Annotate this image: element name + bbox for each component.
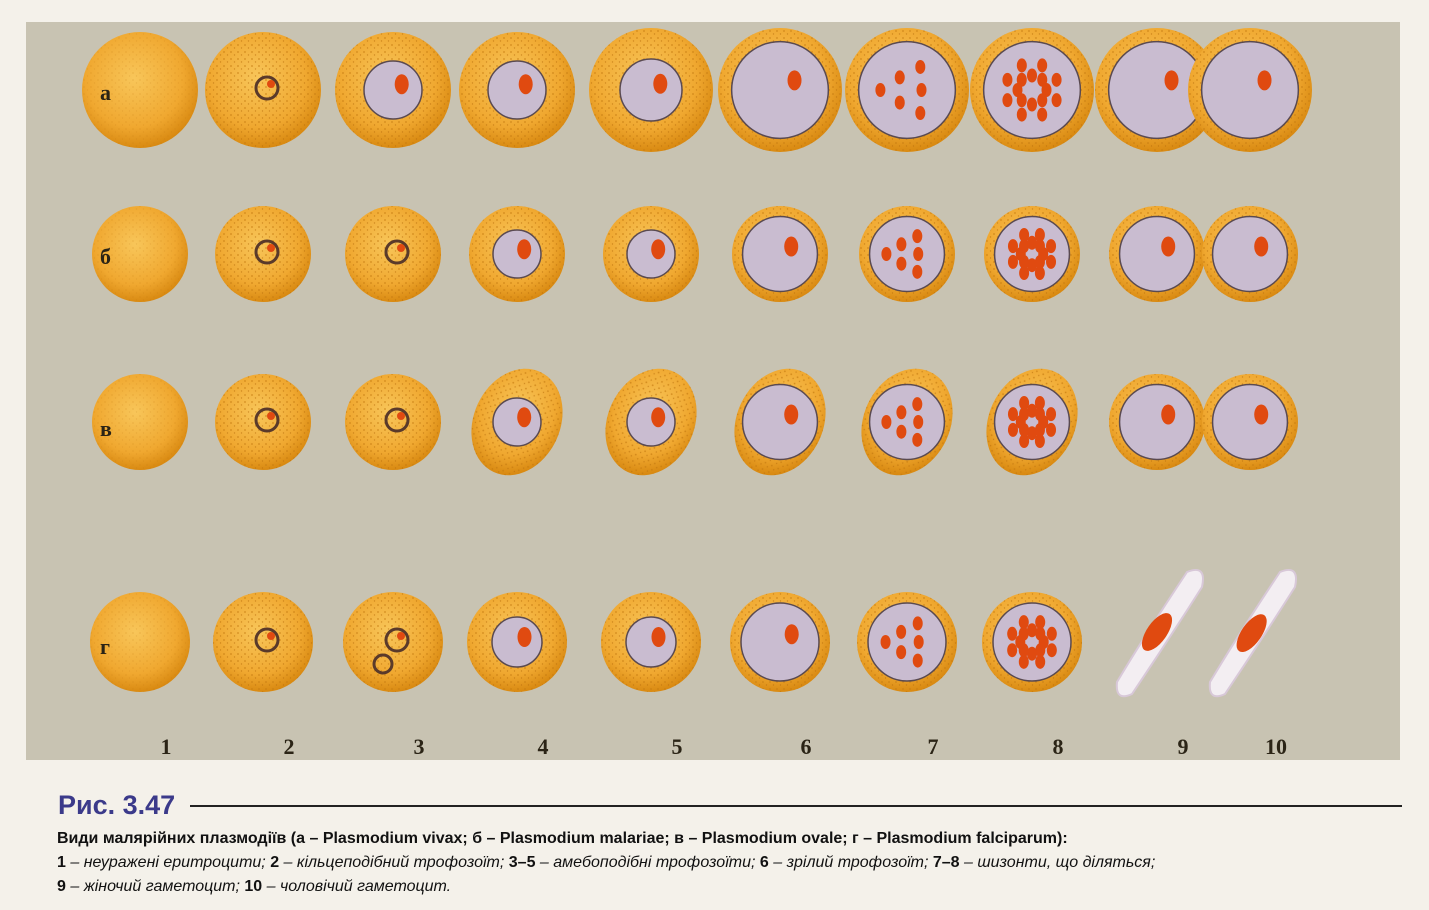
merozoite <box>912 397 922 411</box>
merozoite <box>896 625 906 639</box>
cell-b-9 <box>1109 206 1205 302</box>
nucleus <box>1258 70 1272 90</box>
merozoite <box>912 229 922 243</box>
row-label-a: а <box>100 80 111 105</box>
parasite <box>493 230 541 278</box>
merozoite <box>1046 239 1056 253</box>
cell-v-3 <box>345 374 441 470</box>
parasite <box>1213 217 1288 292</box>
cell-b-8 <box>984 206 1080 302</box>
merozoite <box>1002 73 1012 87</box>
cell-g-7 <box>857 592 957 692</box>
cell-g-8 <box>982 592 1082 692</box>
merozoite <box>881 635 891 649</box>
merozoite <box>881 415 891 429</box>
cell-a-3 <box>335 32 451 148</box>
cell-v-4 <box>455 354 580 491</box>
parasite <box>995 385 1070 460</box>
parasite <box>493 398 541 446</box>
nucleus <box>785 624 799 644</box>
row-label-g: г <box>100 634 110 659</box>
merozoite <box>1046 407 1056 421</box>
merozoite <box>1019 615 1029 629</box>
parasite <box>743 217 818 292</box>
parasite <box>995 217 1070 292</box>
parasite <box>993 603 1071 681</box>
legend-text-5: – шизонти, що діляться; <box>959 854 1156 871</box>
merozoite <box>1017 58 1027 72</box>
figure-plate <box>26 22 1400 760</box>
legend-text-6: – жіночий гаметоцит; <box>65 878 245 895</box>
stippling <box>205 32 321 148</box>
parasite <box>743 385 818 460</box>
nucleus <box>1165 70 1179 90</box>
caption-title: Види малярійних плазмодіїв (а – Plasmodium vivax; б – Plasmodium malariae; в – Plasmodium ovale; г – Plasmodium falciparum): <box>57 830 1068 847</box>
parasite <box>870 217 945 292</box>
nucleus <box>517 239 531 259</box>
column-label-3: 3 <box>413 734 425 759</box>
merozoite <box>1037 73 1047 87</box>
merozoite <box>914 635 924 649</box>
cell-b-3 <box>345 206 441 302</box>
parasite <box>741 603 819 681</box>
merozoite <box>1037 93 1047 107</box>
nucleus <box>653 74 667 94</box>
parasite <box>859 42 956 139</box>
parasite <box>626 617 676 667</box>
merozoite <box>913 415 923 429</box>
cell-a-8 <box>970 28 1094 152</box>
merozoite <box>896 257 906 271</box>
merozoite <box>1046 255 1056 269</box>
merozoite <box>913 247 923 261</box>
nucleus <box>1254 405 1268 425</box>
nucleus <box>267 412 275 420</box>
merozoite <box>1008 239 1018 253</box>
parasite <box>870 385 945 460</box>
merozoite <box>895 96 905 110</box>
stippling <box>213 592 313 692</box>
cell-v-2 <box>215 374 311 470</box>
merozoite <box>913 616 923 630</box>
nucleus <box>1161 405 1175 425</box>
illustration-canvas <box>26 22 1400 760</box>
merozoite <box>913 654 923 668</box>
nucleus <box>788 70 802 90</box>
cell-b-5 <box>603 206 699 302</box>
nucleus <box>267 632 275 640</box>
nucleus <box>519 74 533 94</box>
merozoite <box>1027 68 1037 82</box>
merozoite <box>912 265 922 279</box>
row-label-v: в <box>100 416 112 441</box>
parasite <box>1120 217 1195 292</box>
cell-g-9 <box>1117 570 1203 696</box>
nucleus <box>1161 237 1175 257</box>
nucleus <box>784 405 798 425</box>
cell-a-2 <box>205 32 321 148</box>
legend-num-7: 10 <box>244 878 263 895</box>
parasite <box>1120 385 1195 460</box>
merozoite <box>1046 423 1056 437</box>
column-label-9: 9 <box>1177 734 1189 759</box>
merozoite <box>1007 627 1017 641</box>
merozoite <box>1047 643 1057 657</box>
merozoite <box>1052 93 1062 107</box>
cell-g-3 <box>343 592 443 692</box>
parasite <box>868 603 946 681</box>
stippling <box>215 206 311 302</box>
nucleus <box>395 74 409 94</box>
row-label-b: б <box>100 244 111 269</box>
legend-text-4: – зрілий трофозоїт; <box>768 854 933 871</box>
cell-g-4 <box>467 592 567 692</box>
column-label-7: 7 <box>927 734 939 759</box>
merozoite <box>912 433 922 447</box>
legend-num-1: 1 <box>57 854 66 871</box>
stippling <box>345 206 441 302</box>
column-label-1: 1 <box>160 734 172 759</box>
merozoite <box>1035 655 1045 669</box>
merozoite <box>915 106 925 120</box>
parasite <box>364 61 422 119</box>
cell-a-10 <box>1188 28 1312 152</box>
nucleus <box>652 627 666 647</box>
merozoite <box>1017 108 1027 122</box>
merozoite <box>1047 627 1057 641</box>
column-label-5: 5 <box>671 734 683 759</box>
nucleus <box>651 239 665 259</box>
parasite <box>732 42 829 139</box>
cell-g-6 <box>730 592 830 692</box>
cell-g-10 <box>1210 570 1296 696</box>
nucleus <box>784 237 798 257</box>
nucleus <box>397 412 405 420</box>
cell-a-7 <box>845 28 969 152</box>
stippling <box>343 592 443 692</box>
merozoite <box>917 83 927 97</box>
caption-legend-line2 <box>57 875 1417 899</box>
merozoite <box>1037 58 1047 72</box>
nucleus <box>517 407 531 427</box>
merozoite <box>896 425 906 439</box>
legend-num-5: 7–8 <box>932 854 960 871</box>
nucleus <box>397 632 405 640</box>
merozoite <box>1035 239 1045 253</box>
merozoite <box>1037 108 1047 122</box>
merozoite <box>896 645 906 659</box>
nucleus <box>267 80 275 88</box>
cell-v-7 <box>845 354 970 491</box>
parasite <box>620 59 682 121</box>
merozoite <box>1035 627 1045 641</box>
legend-text-1: – неуражені еритроцити; <box>65 854 271 871</box>
merozoite <box>881 247 891 261</box>
cell-a-4 <box>459 32 575 148</box>
column-label-2: 2 <box>283 734 295 759</box>
merozoite <box>895 70 905 84</box>
stippling <box>345 374 441 470</box>
legend-num-6: 9 <box>57 878 66 895</box>
merozoite <box>875 83 885 97</box>
parasite <box>1213 385 1288 460</box>
cell-b-4 <box>469 206 565 302</box>
nucleus <box>518 627 532 647</box>
cell-v-5 <box>589 354 714 491</box>
cell-b-10 <box>1202 206 1298 302</box>
merozoite <box>1008 407 1018 421</box>
legend-num-2: 2 <box>270 854 280 871</box>
cell-g-5 <box>601 592 701 692</box>
cell-b-6 <box>732 206 828 302</box>
nucleus <box>397 244 405 252</box>
column-label-10: 10 <box>1265 734 1287 759</box>
merozoite <box>1017 73 1027 87</box>
figure-rule <box>190 805 1402 807</box>
merozoite <box>896 405 906 419</box>
figure-caption <box>57 827 1417 899</box>
cell-a-6 <box>718 28 842 152</box>
merozoite <box>1052 73 1062 87</box>
cell-v-8 <box>970 354 1095 491</box>
legend-text-7: – чоловічий гаметоцит. <box>262 878 452 895</box>
legend-num-4: 6 <box>759 854 769 871</box>
column-label-6: 6 <box>800 734 812 759</box>
merozoite <box>1027 98 1037 112</box>
parasite <box>627 398 675 446</box>
cell-v-6 <box>718 354 843 491</box>
column-label-4: 4 <box>537 734 549 759</box>
nucleus <box>267 244 275 252</box>
column-label-8: 8 <box>1052 734 1064 759</box>
cell-v-9 <box>1109 374 1205 470</box>
legend-text-2: – кільцеподібний трофозоїт; <box>279 854 509 871</box>
caption-legend <box>57 851 1417 875</box>
parasite <box>492 617 542 667</box>
cell-v-10 <box>1202 374 1298 470</box>
cell-b-2 <box>215 206 311 302</box>
cell-a-5 <box>589 28 713 152</box>
merozoite <box>1035 407 1045 421</box>
stippling <box>215 374 311 470</box>
figure-number: Рис. 3.47 <box>58 790 176 820</box>
merozoite <box>1007 643 1017 657</box>
parasite <box>984 42 1081 139</box>
legend-text-3: – амебоподібні трофозоїти; <box>535 854 760 871</box>
legend-num-3: 3–5 <box>508 854 536 871</box>
merozoite <box>915 60 925 74</box>
parasite <box>488 61 546 119</box>
parasite <box>627 230 675 278</box>
merozoite <box>896 237 906 251</box>
nucleus <box>1254 237 1268 257</box>
nucleus <box>651 407 665 427</box>
cell-g-2 <box>213 592 313 692</box>
parasite <box>1202 42 1299 139</box>
cell-b-7 <box>859 206 955 302</box>
merozoite <box>1002 93 1012 107</box>
